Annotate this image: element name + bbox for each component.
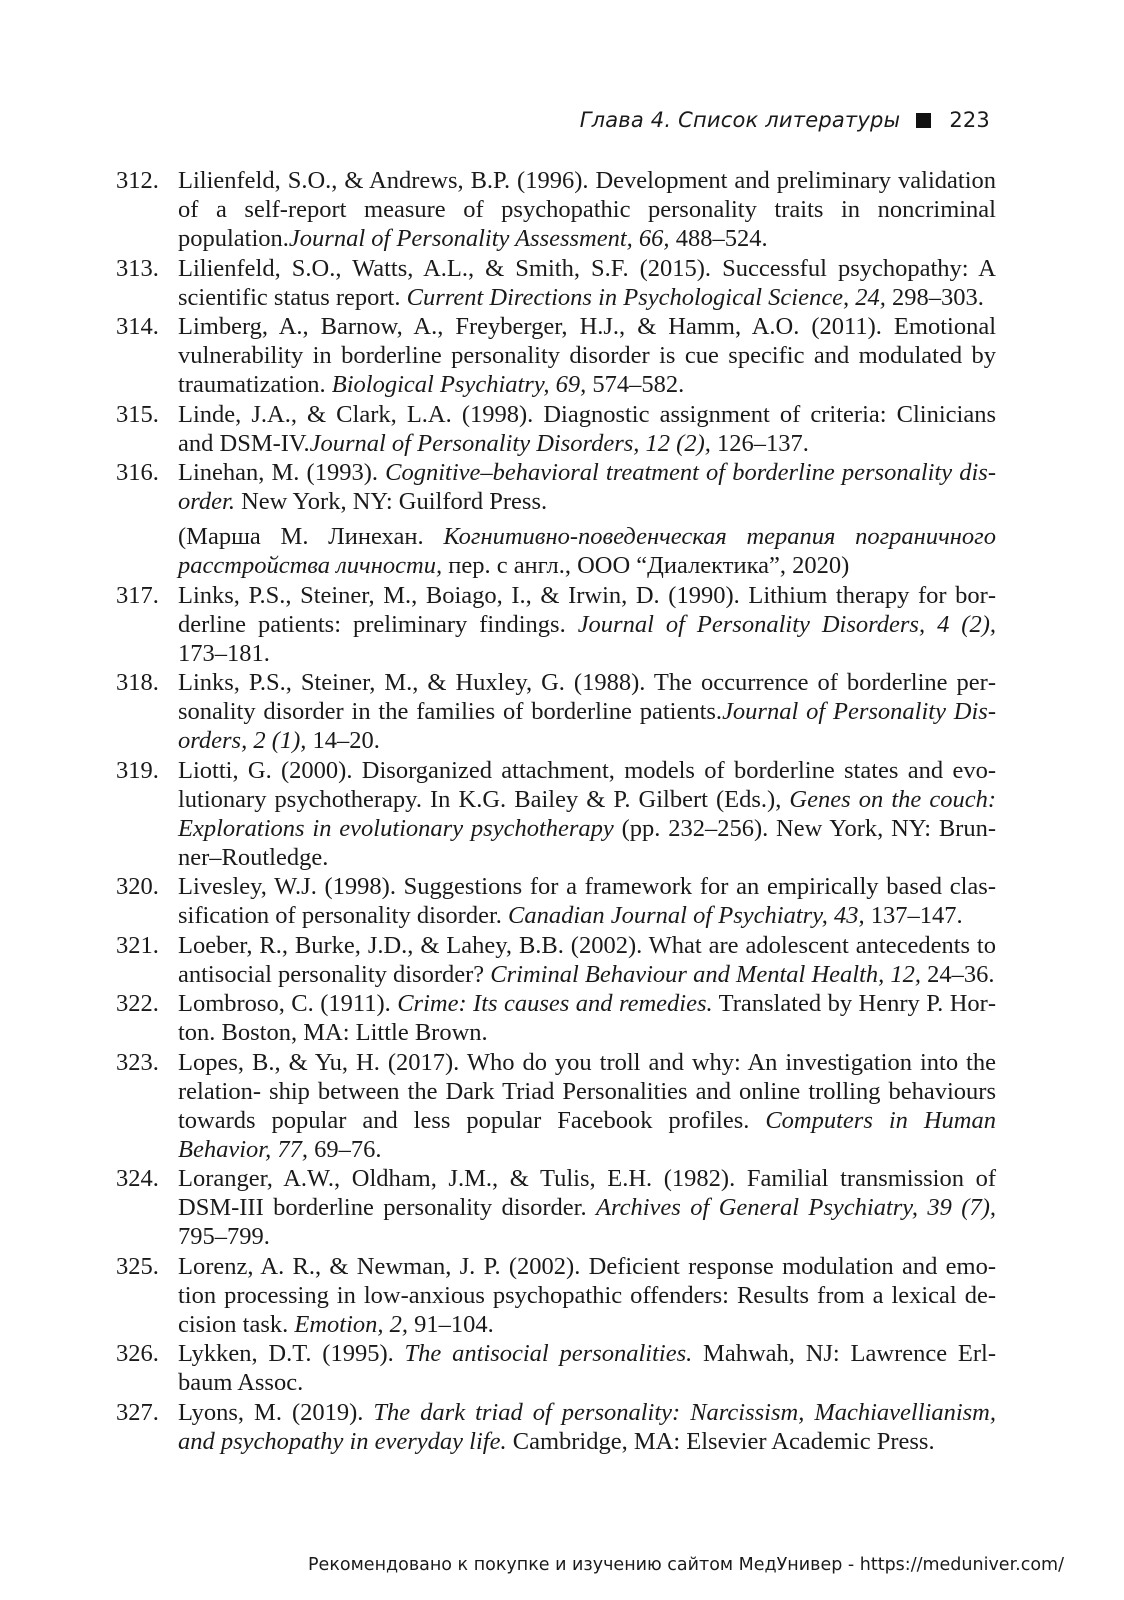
reference-item xyxy=(116,166,996,253)
reference-item xyxy=(116,458,996,580)
translation-author: (Марша М. Линехан. xyxy=(178,523,444,550)
reference-text: Limberg, A., Barnow, A., Freyberger, H.J., & Hamm, A.O. (2011). Emotional vulnerability in borderline personality disorder is cue specific and modulated by traumatization. xyxy=(178,313,996,398)
reference-number: 325. xyxy=(116,1252,159,1280)
reference-source: Current Directions in Psychological Science, 24, xyxy=(406,283,886,311)
reference-item xyxy=(116,400,996,458)
translation-title: Когнитивно-поведенческая терапия пограничного расстройства личности, xyxy=(178,523,996,579)
reference-item xyxy=(116,931,996,989)
reference-number: 317. xyxy=(116,581,159,609)
reference-source: Cognitive–behavioral treatment of borderline personality disorder. xyxy=(178,459,997,515)
reference-number: 326. xyxy=(116,1340,159,1367)
reference-text: Links, P.S., Steiner, M., Boiago, I., & Irwin, D. (1990). Lithium therapy for borderline patients: preliminary findings. xyxy=(178,581,996,638)
reference-pages: 137–147. xyxy=(864,902,963,929)
reference-text: Liotti, G. (2000). Disorganized attachment, models of borderline states and evolutionary psychotherapy. In K.G. Bailey & P. Gilbert (Eds.), xyxy=(178,756,996,813)
reference-source: Archives of General Psychiatry, 39 (7), xyxy=(596,1194,996,1221)
reference-source: Crime: Its causes and remedies. xyxy=(397,990,713,1017)
reference-item xyxy=(116,989,996,1047)
reference-source: The antisocial personalities. xyxy=(404,1340,693,1367)
reference-pages: 126–137. xyxy=(710,429,809,457)
reference-source: Canadian Journal of Psychiatry, 43, xyxy=(508,902,865,929)
reference-number: 327. xyxy=(116,1398,159,1426)
reference-item xyxy=(116,1398,996,1456)
reference-pages: 574–582. xyxy=(586,371,685,398)
reference-number: 315. xyxy=(116,400,159,428)
running-head xyxy=(580,108,990,132)
reference-text: Lopes, B., & Yu, H. (2017). Who do you troll and why: An investigation into the relation- ship between the Dark Triad Personalities and online trolling behaviours towards popular and less popular Facebook profiles. xyxy=(178,1048,996,1134)
reference-pages: 488–524. xyxy=(669,225,768,252)
reference-number: 313. xyxy=(116,254,159,282)
reference-number: 324. xyxy=(116,1165,159,1192)
reference-item xyxy=(116,1339,996,1397)
reference-number: 312. xyxy=(116,167,159,194)
reference-text: Lykken, D.T. (1995). xyxy=(178,1340,405,1367)
reference-number: 318. xyxy=(116,669,159,696)
reference-item xyxy=(116,1048,996,1164)
reference-text: Linde, J.A., & Clark, L.A. (1998). Diagnostic assignment of criteria: Clinicians and DSM-IV. xyxy=(178,400,996,457)
reference-text: Lilienfeld, S.O., & Andrews, B.P. (1996). Development and preliminary validation of a self-report measure of psychopathic personality traits in noncriminal population. xyxy=(178,167,996,252)
reference-source: The dark triad of personality: Narcissism, Machiavellianism, and psychopathy in everyday life. xyxy=(178,1398,997,1455)
reference-item xyxy=(116,254,996,312)
reference-number: 314. xyxy=(116,313,159,340)
reference-item xyxy=(116,872,996,930)
reference-item xyxy=(116,312,996,399)
page-number: 223 xyxy=(949,108,990,132)
reference-number: 319. xyxy=(116,756,159,784)
reference-text: Loeber, R., Burke, J.D., & Lahey, B.B. (2002). What are adolescent antecedents to antisocial personality disorder? xyxy=(178,931,996,988)
reference-text: Lombroso, C. (1911). xyxy=(178,990,398,1017)
reference-pages: 14–20. xyxy=(306,727,380,754)
reference-pages: Cambridge, MA: Elsevier Academic Press. xyxy=(506,1427,935,1455)
reference-pages: 795–799. xyxy=(178,1223,270,1250)
reference-item xyxy=(116,581,996,668)
reference-pages: 173–181. xyxy=(178,639,270,667)
reference-number: 320. xyxy=(116,873,159,900)
reference-text: Livesley, W.J. (1998). Suggestions for a framework for an empirically based classification of personality disorder. xyxy=(178,873,996,929)
reference-item xyxy=(116,756,996,872)
reference-text: Lilienfeld, S.O., Watts, A.L., & Smith, S.F. (2015). Successful psychopathy: A scientific status report. xyxy=(178,254,996,311)
chapter-title: Глава 4. Список литературы xyxy=(579,108,901,132)
reference-source: Journal of Personality Disorders, 12 (2), xyxy=(309,429,711,457)
reference-number: 322. xyxy=(116,990,159,1017)
square-bullet-icon xyxy=(916,113,931,128)
reference-pages: New York, NY: Guilford Press. xyxy=(234,488,548,515)
reference-source: Biological Psychiatry, 69, xyxy=(331,371,587,398)
reference-list xyxy=(116,166,996,1456)
translation-publisher: пер. с англ., ООО “Диалектика”, 2020) xyxy=(442,552,850,579)
reference-number: 316. xyxy=(116,459,159,486)
reference-source: Computers in Human Behavior, 77, xyxy=(178,1106,996,1163)
reference-item xyxy=(116,668,996,755)
footer-watermark: Рекомендовано к покупке и изучению сайтом МедУнивер - https://meduniver.com/ xyxy=(308,1555,1064,1575)
reference-source: Emotion, 2, xyxy=(294,1310,409,1338)
reference-item xyxy=(116,1252,996,1339)
reference-pages: 298–303. xyxy=(885,283,984,311)
reference-number: 323. xyxy=(116,1048,159,1076)
reference-text: Linehan, M. (1993). xyxy=(178,459,386,486)
reference-number: 321. xyxy=(116,931,159,959)
reference-pages: 91–104. xyxy=(408,1310,494,1338)
reference-pages: Mahwah, NJ: Lawrence Erlbaum Assoc. xyxy=(178,1340,996,1396)
reference-pages: 24–36. xyxy=(921,960,995,988)
reference-pages: (pp. 232–256). New York, NY: Brunner–Routledge. xyxy=(178,814,997,871)
reference-source: Journal of Personality Disorders, 4 (2), xyxy=(577,610,996,638)
reference-text: Loranger, A.W., Oldham, J.M., & Tulis, E.H. (1982). Familial transmission of DSM-III borderline personality disorder. xyxy=(178,1165,996,1221)
reference-pages: 69–76. xyxy=(307,1135,382,1163)
reference-source: Genes on the couch: Explorations in evolutionary psychotherapy xyxy=(178,785,996,842)
reference-source: Journal of Personality Disorders, 2 (1), xyxy=(178,698,997,754)
reference-text: Lyons, M. (2019). xyxy=(178,1398,374,1426)
reference-source: Journal of Personality Assessment, 66, xyxy=(288,225,670,252)
reference-source: Criminal Behaviour and Mental Health, 12, xyxy=(490,960,922,988)
reference-text: Links, P.S., Steiner, M., & Huxley, G. (1988). The occurrence of borderline personality disorder in the families of borderline patients. xyxy=(178,669,996,725)
translation-note xyxy=(178,522,996,580)
reference-item xyxy=(116,1164,996,1251)
reference-pages: Translated by Henry P. Horton. Boston, MA: Little Brown. xyxy=(178,990,996,1046)
reference-text: Lorenz, A. R., & Newman, J. P. (2002). Deficient response modulation and emotion processing in low-anxious psychopathic offenders: Results from a lexical decision task. xyxy=(178,1252,996,1338)
